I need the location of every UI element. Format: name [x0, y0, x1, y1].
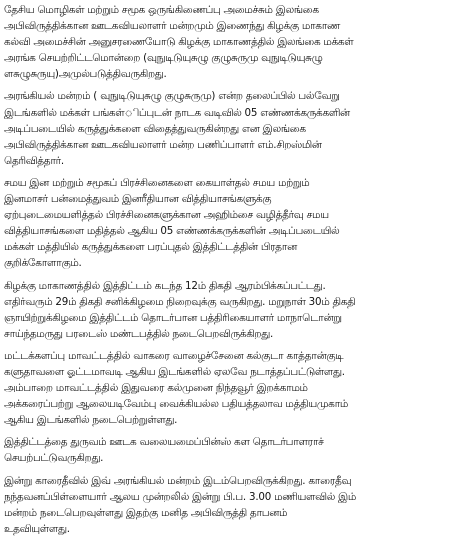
- text-line: குறிக்கோளாகும்.: [4, 257, 82, 270]
- paragraph-1: [4, 2, 445, 82]
- paragraph-7: [4, 473, 445, 537]
- text-line: அரங்கியல் மன்றம் ( வுநுடிடுயுசுழு குழுசுருமு) என்ற தலைப்பில் பல்வேறு: [4, 90, 340, 103]
- paragraph-3: [4, 175, 445, 272]
- text-line: களுதாவளை ஓட்டமாவடி ஆகிய இடங்களில் ஏலவே நடாத்தப்பட்டுள்ளது.: [4, 365, 345, 378]
- paragraph-2: [4, 88, 445, 168]
- paragraph-6: [4, 434, 445, 466]
- text-line: செயற்பட்டுவருகிறது.: [4, 452, 104, 465]
- text-line: தேசிய மொழிகள் மற்றும் சமூக ஒருங்கிணைப்பு அமைச்சும் இலங்கை: [4, 4, 319, 16]
- text-line: கல்வி அமைச்சின் அனுசரணையோடு கிழக்கு மாகாணத்தில் இலங்கை மக்கள்: [4, 36, 354, 49]
- text-line: ளசுழுசுருயு)அமுல்படுத்திவருகிறது.: [4, 68, 167, 81]
- text-line: அம்பாறை மாவட்டத்தில் இதுவரை கல்முனை நிந்தவூர் இறக்காமம்: [4, 382, 308, 395]
- text-line: அபிவிருத்திக்கான ஊடகவியலாளர் மன்ற பணிப்பாளர் எம்.சிறஸ்மின்: [4, 138, 322, 151]
- text-line: அபிவிருத்திக்கான ஊடகவியலாளர் மன்றமும் இணைந்து கிழக்கு மாகாண: [4, 20, 340, 33]
- text-line: ஆகிய இடங்களில் நடைபெற்றுள்ளது.: [4, 414, 178, 427]
- text-line: சமய இன மற்றும் சமூகப் பிரச்சினைகளை கையாள்தல் சமய மற்றும்: [4, 176, 310, 189]
- text-line: மக்கள் மத்தியில் கருத்துக்களை பரப்புதல் இத்திட்டத்தின் பிரதான: [4, 241, 297, 254]
- text-line: ஏற்புடைமையளித்தல் பிரச்சினைகளுக்கான அஹிம்சை வழித்தீர்வு சமய: [4, 209, 329, 222]
- paragraph-4: [4, 278, 445, 342]
- text-line: இத்திட்டத்தை துருவம் ஊடக வலையமைப்பின்ஸ் கள தொடர்பாளராச்: [4, 436, 324, 449]
- text-line: மன்றம் நடைபெறவுள்ளது இதற்கு மனித அபிவிருத்தி தாபனம்: [4, 506, 288, 519]
- text-line: எதிர்வரும் 29ம் திகதி சனிக்கிழமை நிறைவுக்கு வருகிறது. மறுநாள் 30ம் திகதி: [4, 295, 356, 308]
- text-line: உதவியுள்ளது.: [4, 522, 70, 535]
- text-line: கிழக்கு மாகாணத்தில் இத்திட்டம் கடந்த 12ம் திகதி ஆரம்பிக்கப்பட்டது.: [4, 279, 326, 292]
- text-line: ஞாயிற்றுக்கிழமை இத்திட்டம் தொடர்பான பத்திரிகையாளர் மாநாடொன்று: [4, 311, 342, 324]
- text-line: அக்கரைப்பற்று ஆலையடிவேம்பு வைக்கியல்ல பதியத்தலாவ மத்தியமுகாம்: [4, 398, 348, 411]
- text-line: வித்தியாசங்களை மதித்தல் ஆகிய 05 எண்ணக்கருக்களின் அடிப்படையில்: [4, 225, 340, 238]
- text-line: அரங்க செயற்றிட்டமொன்றை (வுநுடிடுயுசுழு குழுசுருமு வுநுடிடுயுசுழு: [4, 52, 323, 65]
- text-line: இடங்களில் மக்கள் பங்கள்ிப்புடன் நாடக வடிவில் 05 எண்ணக்கருக்களின்: [4, 106, 350, 119]
- paragraph-5: [4, 348, 445, 428]
- text-line: இனமாசர் பன்மைத்துவம் இனரீதியான வித்தியாசங்களுக்கு: [4, 193, 272, 206]
- text-line: சாய்ந்தமருது பரடைஸ் மண்டபத்தில் நடைபெறவிருக்கிறது.: [4, 327, 274, 340]
- text-line: தெரிவித்தார்.: [4, 154, 64, 167]
- text-line: இன்று காரைதீவில் இவ் அரங்கியல் மன்றம் இடம்பெறவிருக்கிறது. காரைதீவு: [4, 474, 352, 487]
- text-line: அடிப்படையில் கருத்துக்களை விதைத்துவருகின்றது என இலங்கை: [4, 122, 306, 135]
- text-line: நந்தவனப்பிள்ளையார் ஆலய முன்றலில் இன்று பி.ப. 3.00 மணியளவில் இம்: [4, 490, 356, 503]
- text-line: மட்டக்களப்பு மாவட்டத்தில் வாகரை வாழைச்சேனை கல்குடா காத்தான்குடி: [4, 349, 344, 362]
